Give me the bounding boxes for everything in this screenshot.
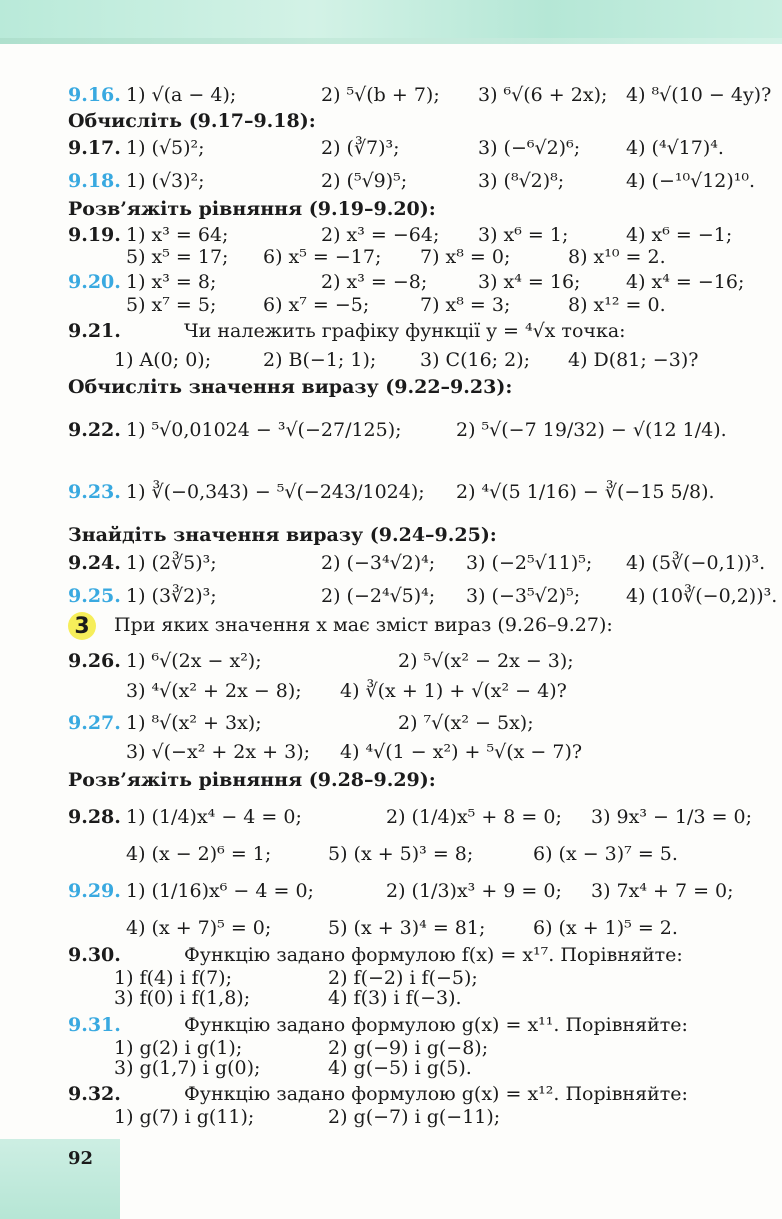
section-heading — [68, 198, 768, 224]
exercise-line — [68, 614, 768, 640]
exercise-number: 9.16. — [68, 84, 121, 106]
exercise-line — [68, 419, 768, 445]
exercise-item: 3) 7x⁴ + 7 = 0; — [591, 880, 734, 902]
exercise-item: 6) (x + 1)⁵ = 2. — [533, 917, 678, 939]
exercise-number: 9.29. — [68, 880, 121, 902]
exercise-item: 1) g(7) і g(11); — [114, 1106, 255, 1128]
exercise-item: 6) x⁵ = −17; — [263, 246, 382, 268]
exercise-item: 1) (√5)²; — [126, 137, 205, 159]
exercise-item: 2) x³ = −8; — [321, 271, 428, 293]
exercise-item: 3) √(−x² + 2x + 3); — [126, 741, 311, 763]
exercise-item: 3) (⁸√2)⁸; — [478, 170, 565, 192]
exercise-item: 4) D(81; −3)? — [568, 349, 699, 371]
exercise-item: Функцію задано формулою g(x) = x¹². Порівняйте: — [184, 1083, 688, 1105]
exercise-line — [68, 987, 768, 1013]
exercise-item: 3) (−2⁵√11)⁵; — [466, 552, 593, 574]
page-number: 92 — [68, 1148, 94, 1169]
exercise-item: 1) x³ = 64; — [126, 224, 229, 246]
top-banner — [0, 0, 782, 44]
exercise-item: 1) ⁸√(x² + 3x); — [126, 712, 262, 734]
exercise-line — [68, 552, 768, 578]
exercise-number: 9.22. — [68, 419, 121, 441]
exercise-number: 9.21. — [68, 320, 121, 342]
exercise-item: 8) x¹⁰ = 2. — [568, 246, 666, 268]
exercise-item: 1) A(0; 0); — [114, 349, 212, 371]
exercise-number: 9.20. — [68, 271, 121, 293]
exercise-item: 7) x⁸ = 3; — [420, 294, 511, 316]
exercise-number: 9.17. — [68, 137, 121, 159]
exercise-item: 2) (⁵√9)⁵; — [321, 170, 408, 192]
exercise-item: Чи належить графіку функції y = ⁴√x точка: — [184, 320, 626, 342]
section-heading — [68, 524, 768, 550]
section-heading — [68, 110, 768, 136]
exercise-item: 2) (∛7)³; — [321, 137, 400, 159]
exercise-number: 9.18. — [68, 170, 121, 192]
exercise-item: 2) ⁴√(5 1/16) − ∛(−15 5/8). — [456, 481, 715, 503]
exercise-item: 2) ⁷√(x² − 5x); — [398, 712, 534, 734]
exercise-line — [68, 880, 768, 906]
exercise-item: 2) (1/4)x⁵ + 8 = 0; — [386, 806, 562, 828]
exercise-item: 1) g(2) і g(1); — [114, 1037, 243, 1059]
exercise-number: 9.24. — [68, 552, 121, 574]
exercise-item: 8) x¹² = 0. — [568, 294, 666, 316]
exercise-line — [68, 712, 768, 738]
heading-text: Обчисліть значення виразу (9.22–9.23): — [68, 376, 513, 398]
exercise-line — [68, 294, 768, 320]
exercise-item: 5) (x + 3)⁴ = 81; — [328, 917, 486, 939]
exercise-item: 4) ∛(x + 1) + √(x² − 4)? — [340, 680, 567, 702]
exercise-line — [68, 843, 768, 869]
exercise-item: 3) 9x³ − 1/3 = 0; — [591, 806, 753, 828]
exercise-item: 2) f(−2) і f(−5); — [328, 967, 478, 989]
level-badge: 3 — [68, 612, 96, 640]
exercise-item: 3) (−⁶√2)⁶; — [478, 137, 581, 159]
heading-text: Знайдіть значення виразу (9.24–9.25): — [68, 524, 497, 546]
exercise-item: 1) (1/16)x⁶ − 4 = 0; — [126, 880, 314, 902]
exercise-item: 4) f(3) і f(−3). — [328, 987, 462, 1009]
exercise-item: 2) ⁵√(−7 19/32) − √(12 1/4). — [456, 419, 727, 441]
exercise-line — [68, 1057, 768, 1083]
exercise-item: 4) ⁸√(10 − 4y)? — [626, 84, 772, 106]
exercise-line — [68, 170, 768, 196]
exercise-item: 4) (x − 2)⁶ = 1; — [126, 843, 272, 865]
exercise-item: 3) ⁴√(x² + 2x − 8); — [126, 680, 302, 702]
heading-text: Розв’яжіть рівняння (9.28–9.29): — [68, 769, 436, 791]
heading-text: Обчисліть (9.17–9.18): — [68, 110, 316, 132]
exercise-item: 4) x⁶ = −1; — [626, 224, 733, 246]
exercise-item: 1) (3∛2)³; — [126, 585, 217, 607]
exercise-line — [68, 650, 768, 676]
exercise-item: 1) ∛(−0,343) − ⁵√(−243/1024); — [126, 481, 425, 503]
exercise-item: 1) (2∛5)³; — [126, 552, 217, 574]
exercise-item: 1) x³ = 8; — [126, 271, 217, 293]
exercise-item: 2) (−2⁴√5)⁴; — [321, 585, 436, 607]
exercise-item: 2) B(−1; 1); — [263, 349, 377, 371]
exercise-item: 4) (x + 7)⁵ = 0; — [126, 917, 272, 939]
exercise-item: 4) ⁴√(1 − x²) + ⁵√(x − 7)? — [340, 741, 583, 763]
exercise-item: 4) x⁴ = −16; — [626, 271, 745, 293]
exercise-line — [68, 1106, 768, 1132]
exercise-number: 9.19. — [68, 224, 121, 246]
exercise-item: 6) x⁷ = −5; — [263, 294, 370, 316]
exercise-line — [68, 349, 768, 375]
exercise-item: 4) g(−5) і g(5). — [328, 1057, 472, 1079]
heading-text: Розв’яжіть рівняння (9.19–9.20): — [68, 198, 436, 220]
exercise-item: 4) (5∛(−0,1))³. — [626, 552, 766, 574]
exercise-number: 9.26. — [68, 650, 121, 672]
exercise-number: 9.31. — [68, 1014, 121, 1036]
exercise-line — [68, 806, 768, 832]
exercise-item: 1) ⁵√0,01024 − ³√(−27/125); — [126, 419, 402, 441]
exercise-number: 9.28. — [68, 806, 121, 828]
exercise-item: 5) x⁷ = 5; — [126, 294, 217, 316]
exercise-number: 9.25. — [68, 585, 121, 607]
exercise-item: 1) f(4) і f(7); — [114, 967, 232, 989]
exercise-item: 5) (x + 5)³ = 8; — [328, 843, 474, 865]
exercise-item: При яких значення x має зміст вираз (9.26–9.27): — [114, 614, 613, 636]
exercise-item: 2) g(−7) і g(−11); — [328, 1106, 501, 1128]
exercise-number: 9.23. — [68, 481, 121, 503]
exercise-line — [68, 246, 768, 272]
exercise-item: Функцію задано формулою f(x) = x¹⁷. Порівняйте: — [184, 944, 683, 966]
exercise-number: 9.27. — [68, 712, 121, 734]
exercise-item: 1) ⁶√(2x − x²); — [126, 650, 262, 672]
exercise-item: 3) x⁶ = 1; — [478, 224, 569, 246]
exercise-line — [68, 680, 768, 706]
exercise-item: 1) (1/4)x⁴ − 4 = 0; — [126, 806, 302, 828]
exercise-item: 2) g(−9) і g(−8); — [328, 1037, 489, 1059]
exercise-item: 3) (−3⁵√2)⁵; — [466, 585, 581, 607]
exercise-item: 2) ⁵√(x² − 2x − 3); — [398, 650, 574, 672]
exercise-item: 7) x⁸ = 0; — [420, 246, 511, 268]
section-heading — [68, 769, 768, 795]
footer-decoration — [0, 1139, 120, 1219]
exercise-item: 5) x⁵ = 17; — [126, 246, 229, 268]
exercise-item: 3) x⁴ = 16; — [478, 271, 581, 293]
exercise-item: 4) (10∛(−0,2))³. — [626, 585, 778, 607]
exercise-item: 3) g(1,7) і g(0); — [114, 1057, 261, 1079]
exercise-item: 1) √(a − 4); — [126, 84, 237, 106]
exercise-line — [68, 84, 772, 110]
exercise-line — [68, 741, 768, 767]
section-heading — [68, 376, 768, 402]
exercise-item: 6) (x − 3)⁷ = 5. — [533, 843, 678, 865]
exercise-item: 3) ⁶√(6 + 2x); — [478, 84, 608, 106]
exercise-item: 3) f(0) і f(1,8); — [114, 987, 251, 1009]
exercise-item: 2) x³ = −64; — [321, 224, 440, 246]
exercise-number: 9.30. — [68, 944, 121, 966]
exercise-item: 1) (√3)²; — [126, 170, 205, 192]
exercise-item: 2) ⁵√(b + 7); — [321, 84, 440, 106]
exercise-line — [68, 917, 768, 943]
exercise-item: 2) (−3⁴√2)⁴; — [321, 552, 436, 574]
exercise-item: 4) (−¹⁰√12)¹⁰. — [626, 170, 756, 192]
exercise-line — [68, 585, 778, 611]
exercise-item: 3) C(16; 2); — [420, 349, 531, 371]
exercise-line — [68, 137, 768, 163]
exercise-line — [68, 481, 768, 507]
exercise-item: 4) (⁴√17)⁴. — [626, 137, 724, 159]
exercise-item: 2) (1/3)x³ + 9 = 0; — [386, 880, 562, 902]
exercise-line — [68, 320, 768, 346]
exercise-item: Функцію задано формулою g(x) = x¹¹. Порівняйте: — [184, 1014, 688, 1036]
exercise-number: 9.32. — [68, 1083, 121, 1105]
